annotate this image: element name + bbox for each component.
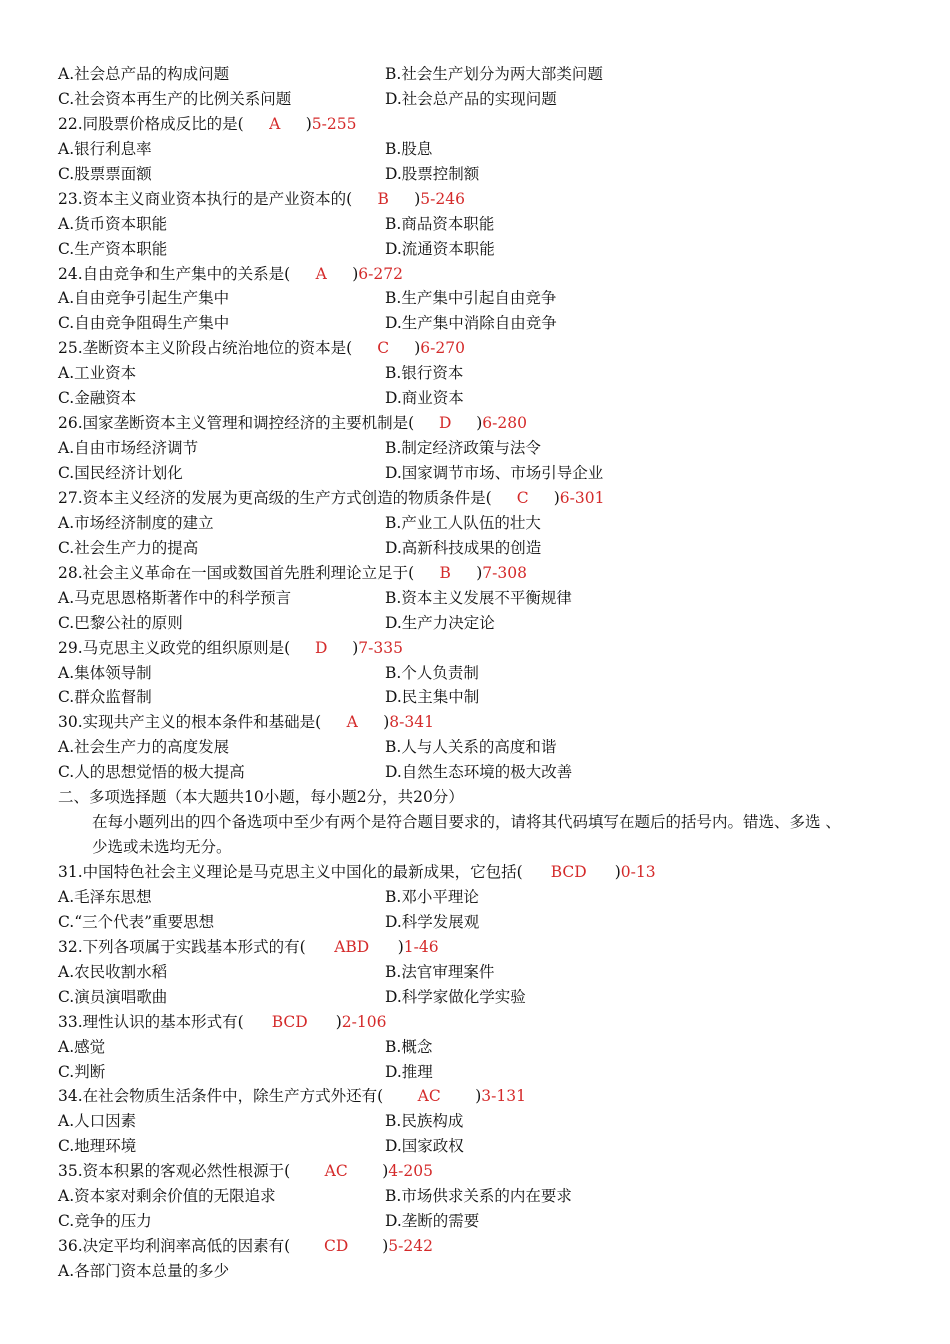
option-row — [58, 62, 918, 87]
question-stem: 25.垄断资本主义阶段占统治地位的资本是( — [58, 339, 353, 358]
option-d: D.高新科技成果的创造 — [385, 538, 542, 557]
option-b: B.制定经济政策与法令 — [385, 439, 541, 458]
question-stem: 27.资本主义经济的发展为更高级的生产方式创造的物质条件是( — [58, 488, 492, 507]
question-34: 34.在社会物质生活条件中，除生产方式外还有( AC )3-131 — [58, 1084, 918, 1109]
option-b: B.民族构成 — [385, 1112, 464, 1131]
option-c: C.“三个代表”重要思想 — [58, 912, 215, 931]
question-stem: 23.资本主义商业资本执行的是产业资本的( — [58, 189, 353, 208]
option-row — [58, 910, 918, 935]
option-row — [58, 735, 918, 760]
answer: B — [439, 563, 451, 582]
section-title: 二、多项选择题（本大题共10小题，每小题2分，共20分） — [58, 788, 464, 807]
page-ref: 6-301 — [559, 488, 605, 507]
option-a: A.社会总产品的构成问题 — [58, 65, 230, 83]
option-b: B.生产集中引起自由竞争 — [385, 289, 557, 308]
option-b: B.法官审理案件 — [385, 962, 495, 981]
answer: BCD — [550, 863, 587, 881]
option-c: C.巴黎公社的原则 — [58, 613, 183, 632]
option-row — [58, 611, 918, 636]
option-a: A.工业资本 — [58, 364, 137, 383]
page-ref: 5-242 — [388, 1237, 433, 1256]
option-b: B.产业工人队伍的壮大 — [385, 513, 541, 532]
question-22: 22.同股票价格成反比的是( A )5-255 — [58, 112, 918, 137]
option-row — [58, 137, 918, 162]
page-ref: 2-106 — [341, 1012, 387, 1031]
question-35: 35.资本积累的客观必然性根源于( AC )4-205 — [58, 1159, 918, 1184]
option-d: D.自然生态环境的极大改善 — [385, 763, 573, 782]
page-ref: 0-13 — [620, 863, 656, 881]
option-c: C.社会生产力的提高 — [58, 538, 199, 557]
option-a: A.自由市场经济调节 — [58, 439, 199, 458]
option-a: A.感觉 — [58, 1037, 106, 1056]
answer: C — [516, 488, 529, 507]
option-a: A.集体领导制 — [58, 663, 152, 682]
answer: D — [314, 638, 328, 657]
answer: AC — [324, 1162, 348, 1181]
section-instruction-continued: 少选或未选均无分。 — [92, 838, 232, 857]
section-instruction: 在每小题列出的四个备选项中至少有两个是符合题目要求的，请将其代码填写在题后的括号内。错选、多选 、 — [92, 813, 841, 832]
option-c: C.地理环境 — [58, 1137, 137, 1156]
option-d: D.国家政权 — [385, 1137, 464, 1156]
page-ref: 7-308 — [482, 563, 527, 582]
answer: ABD — [334, 937, 370, 956]
answer: D — [438, 414, 452, 433]
question-33: 33.理性认识的基本形式有( BCD )2-106 — [58, 1010, 918, 1035]
option-d: D.生产力决定论 — [385, 613, 495, 632]
option-d: D.垄断的需要 — [385, 1212, 480, 1231]
option-row — [58, 87, 918, 112]
option-a: A.资本家对剩余价值的无限追求 — [58, 1187, 276, 1206]
question-36: 36.决定平均利润率高低的因素有( CD )5-242 — [58, 1234, 918, 1259]
option-b: B.概念 — [385, 1037, 433, 1056]
option-a: A.银行利息率 — [58, 139, 152, 158]
question-25: 25.垄断资本主义阶段占统治地位的资本是( C )6-270 — [58, 336, 918, 361]
question-28: 28.社会主义革命在一国或数国首先胜利理论立足于( B )7-308 — [58, 561, 918, 586]
question-29: 29.马克思主义政党的组织原则是( D )7-335 — [58, 636, 918, 661]
option-a: A.各部门资本总量的多少 — [58, 1262, 230, 1280]
question-stem: 33.理性认识的基本形式有( — [58, 1012, 244, 1031]
option-b: B.银行资本 — [385, 364, 464, 383]
option-row — [58, 661, 918, 686]
question-stem: 24.自由竞争和生产集中的关系是( — [58, 264, 291, 283]
option-b: B.市场供求关系的内在要求 — [385, 1187, 572, 1206]
option-row — [58, 436, 918, 461]
option-row — [58, 511, 918, 536]
option-row — [58, 237, 918, 262]
option-row — [58, 162, 918, 187]
option-row — [58, 1259, 918, 1284]
option-d: D.科学家做化学实验 — [385, 987, 526, 1006]
question-stem: 30.实现共产主义的根本条件和基础是( — [58, 713, 322, 732]
option-c: C.国民经济计划化 — [58, 464, 183, 482]
question-stem: 28.社会主义革命在一国或数国首先胜利理论立足于( — [58, 563, 415, 582]
question-24: 24.自由竞争和生产集中的关系是( A )6-272 — [58, 262, 918, 287]
question-27: 27.资本主义经济的发展为更高级的生产方式创造的物质条件是( C )6-301 — [58, 486, 918, 511]
option-row — [58, 1209, 918, 1234]
option-row — [58, 1035, 918, 1060]
option-c: C.人的思想觉悟的极大提高 — [58, 763, 245, 782]
question-31: 31.中国特色社会主义理论是马克思主义中国化的最新成果，它包括( BCD )0-13 — [58, 860, 918, 885]
page-ref: 4-205 — [388, 1162, 433, 1181]
question-stem: 34.在社会物质生活条件中，除生产方式外还有( — [58, 1087, 384, 1106]
question-32: 32.下列各项属于实践基本形式的有( ABD )1-46 — [58, 935, 918, 960]
option-d: D.推理 — [385, 1062, 433, 1081]
option-b: B.社会生产划分为两大部类问题 — [385, 65, 603, 83]
option-row — [58, 586, 918, 611]
option-d: D.民主集中制 — [385, 688, 480, 707]
question-stem: 36.决定平均利润率高低的因素有( — [58, 1237, 291, 1256]
option-row — [58, 985, 918, 1010]
option-b: B.股息 — [385, 139, 433, 158]
option-a: A.人口因素 — [58, 1112, 137, 1131]
question-stem: 35.资本积累的客观必然性根源于( — [58, 1162, 291, 1181]
answer: A — [315, 264, 327, 283]
option-c: C.自由竞争阻碍生产集中 — [58, 314, 230, 333]
option-c: C.金融资本 — [58, 389, 137, 408]
question-stem: 32.下列各项属于实践基本形式的有( — [58, 937, 306, 956]
question-stem: 26.国家垄断资本主义管理和调控经济的主要机制是( — [58, 414, 415, 433]
option-row — [58, 461, 918, 486]
option-a: A.市场经济制度的建立 — [58, 513, 214, 532]
option-c: C.生产资本职能 — [58, 239, 168, 258]
option-c: C.判断 — [58, 1062, 106, 1081]
option-a: A.毛泽东思想 — [58, 887, 152, 906]
question-23: 23.资本主义商业资本执行的是产业资本的( B )5-246 — [58, 187, 918, 212]
option-d: D.商业资本 — [385, 389, 464, 408]
option-row — [58, 1109, 918, 1134]
option-b: B.邓小平理论 — [385, 887, 479, 906]
question-30: 30.实现共产主义的根本条件和基础是( A )8-341 — [58, 710, 918, 735]
option-a: A.农民收割水稻 — [58, 962, 168, 981]
option-row — [58, 760, 918, 785]
option-b: B.人与人关系的高度和谐 — [385, 738, 557, 757]
question-stem: 31.中国特色社会主义理论是马克思主义中国化的最新成果，它包括( — [58, 863, 523, 881]
page-ref: 8-341 — [389, 713, 434, 732]
option-row — [58, 361, 918, 386]
question-stem: 29.马克思主义政党的组织原则是( — [58, 638, 291, 657]
option-b: B.个人负责制 — [385, 663, 479, 682]
option-row — [58, 1060, 918, 1085]
option-d: D.科学发展观 — [385, 912, 480, 931]
option-row — [58, 536, 918, 561]
answer: BCD — [271, 1012, 308, 1031]
page-ref: 5-246 — [420, 189, 465, 208]
page-ref: 1-46 — [403, 937, 439, 956]
option-b: B.商品资本职能 — [385, 214, 495, 233]
option-c: C.股票票面额 — [58, 164, 152, 183]
option-c: C.群众监督制 — [58, 688, 152, 707]
option-d: D.社会总产品的实现问题 — [385, 89, 557, 108]
option-row — [58, 212, 918, 237]
option-row — [58, 1184, 918, 1209]
answer: CD — [324, 1237, 349, 1256]
option-a: A.马克思恩格斯著作中的科学预言 — [58, 588, 292, 607]
option-row — [58, 960, 918, 985]
option-row — [58, 685, 918, 710]
option-a: A.自由竞争引起生产集中 — [58, 289, 230, 308]
question-26: 26.国家垄断资本主义管理和调控经济的主要机制是( D )6-280 — [58, 411, 918, 436]
option-c: C.演员演唱歌曲 — [58, 987, 168, 1006]
option-row — [58, 311, 918, 336]
option-a: A.货币资本职能 — [58, 214, 168, 233]
option-row — [58, 286, 918, 311]
option-c: C.竞争的压力 — [58, 1212, 152, 1231]
option-row — [58, 885, 918, 910]
answer: C — [377, 339, 390, 358]
page-ref: 3-131 — [481, 1087, 526, 1106]
page-ref: 6-272 — [358, 264, 403, 283]
exam-page — [58, 62, 918, 1284]
option-a: A.社会生产力的高度发展 — [58, 738, 230, 757]
page-ref: 5-255 — [311, 114, 357, 133]
answer: A — [269, 114, 281, 133]
option-d: D.国家调节市场、市场引导企业 — [385, 464, 604, 482]
question-stem: 22.同股票价格成反比的是( — [58, 114, 244, 133]
option-b: B.资本主义发展不平衡规律 — [385, 588, 572, 607]
option-c: C.社会资本再生产的比例关系问题 — [58, 89, 292, 108]
answer: B — [377, 189, 389, 208]
page-ref: 7-335 — [358, 638, 403, 657]
option-row — [58, 386, 918, 411]
answer: AC — [417, 1087, 441, 1106]
answer: A — [346, 713, 358, 732]
option-d: D.股票控制额 — [385, 164, 480, 183]
option-row — [58, 1134, 918, 1159]
page-ref: 6-280 — [482, 414, 527, 433]
page-ref: 6-270 — [420, 339, 465, 358]
option-d: D.生产集中消除自由竞争 — [385, 314, 557, 333]
option-d: D.流通资本职能 — [385, 239, 495, 258]
